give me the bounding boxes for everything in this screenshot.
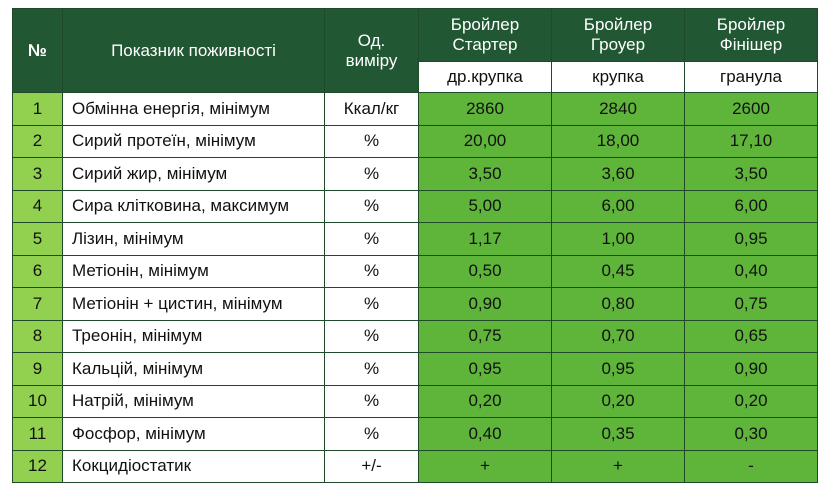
table-row — [13, 125, 818, 158]
row-unit: % — [325, 223, 419, 256]
value-starter: 0,95 — [419, 353, 552, 386]
row-unit: % — [325, 385, 419, 418]
value-finisher: 0,65 — [685, 320, 818, 353]
row-number: 5 — [13, 223, 63, 256]
row-number: 10 — [13, 385, 63, 418]
value-finisher: - — [685, 450, 818, 483]
row-number: 1 — [13, 93, 63, 126]
value-finisher: 0,95 — [685, 223, 818, 256]
row-unit: % — [325, 255, 419, 288]
row-number: 3 — [13, 158, 63, 191]
header-col-finisher — [685, 9, 818, 62]
row-indicator-name: Кальцій, мінімум — [63, 353, 325, 386]
value-finisher: 17,10 — [685, 125, 818, 158]
header-col-finisher-label — [717, 15, 785, 55]
value-starter: 20,00 — [419, 125, 552, 158]
value-finisher: 0,75 — [685, 288, 818, 321]
value-grower: 0,45 — [552, 255, 685, 288]
value-grower: 2840 — [552, 93, 685, 126]
header-unit — [325, 9, 419, 93]
row-unit: % — [325, 320, 419, 353]
value-finisher: 0,20 — [685, 385, 818, 418]
header-num-label: № — [28, 40, 47, 60]
row-number: 11 — [13, 418, 63, 451]
table-row — [13, 353, 818, 386]
table-row — [13, 190, 818, 223]
header-col-grower — [552, 9, 685, 62]
row-number: 9 — [13, 353, 63, 386]
form-finisher: гранула — [685, 62, 818, 93]
form-starter: др.крупка — [419, 62, 552, 93]
value-starter: 2860 — [419, 93, 552, 126]
row-unit: Ккал/кг — [325, 93, 419, 126]
value-grower: 6,00 — [552, 190, 685, 223]
row-number: 2 — [13, 125, 63, 158]
row-unit: % — [325, 418, 419, 451]
header-col-grower-line2: Гроуер — [590, 35, 646, 54]
header-col-starter-line2: Стартер — [452, 35, 518, 54]
value-starter: 0,75 — [419, 320, 552, 353]
row-unit: % — [325, 288, 419, 321]
table-row — [13, 288, 818, 321]
row-number: 8 — [13, 320, 63, 353]
value-grower: + — [552, 450, 685, 483]
value-starter: 5,00 — [419, 190, 552, 223]
value-starter: 0,40 — [419, 418, 552, 451]
table-row — [13, 93, 818, 126]
value-starter: 0,50 — [419, 255, 552, 288]
header-num — [13, 9, 63, 93]
value-starter: 1,17 — [419, 223, 552, 256]
value-grower: 1,00 — [552, 223, 685, 256]
value-finisher: 2600 — [685, 93, 818, 126]
table-row — [13, 158, 818, 191]
row-unit: % — [325, 158, 419, 191]
row-indicator-name: Метіонін, мінімум — [63, 255, 325, 288]
row-indicator-name: Кокцидіостатик — [63, 450, 325, 483]
table-row — [13, 320, 818, 353]
value-grower: 0,80 — [552, 288, 685, 321]
form-grower: крупка — [552, 62, 685, 93]
value-starter: 3,50 — [419, 158, 552, 191]
table-row — [13, 255, 818, 288]
row-number: 4 — [13, 190, 63, 223]
row-number: 7 — [13, 288, 63, 321]
nutrition-table — [12, 8, 818, 483]
header-col-starter — [419, 9, 552, 62]
header-col-finisher-line1: Бройлер — [716, 15, 786, 34]
table-body — [13, 93, 818, 483]
value-grower: 18,00 — [552, 125, 685, 158]
row-indicator-name: Сирий протеїн, мінімум — [63, 125, 325, 158]
header-row — [13, 9, 818, 62]
table-row — [13, 450, 818, 483]
header-col-starter-line1: Бройлер — [450, 15, 520, 34]
row-indicator-name: Лізин, мінімум — [63, 223, 325, 256]
value-starter: 0,20 — [419, 385, 552, 418]
header-unit-line2: виміру — [345, 50, 398, 70]
row-indicator-name: Обмінна енергія, мінімум — [63, 93, 325, 126]
row-unit: % — [325, 125, 419, 158]
value-starter: 0,90 — [419, 288, 552, 321]
header-name: Показник поживності — [63, 9, 325, 93]
row-number: 12 — [13, 450, 63, 483]
value-grower: 0,35 — [552, 418, 685, 451]
row-indicator-name: Фосфор, мінімум — [63, 418, 325, 451]
row-indicator-name: Метіонін + цистин, мінімум — [63, 288, 325, 321]
table-row — [13, 418, 818, 451]
row-indicator-name: Сира клітковина, максимум — [63, 190, 325, 223]
row-number: 6 — [13, 255, 63, 288]
header-col-finisher-line2: Фінішер — [719, 35, 783, 54]
row-indicator-name: Треонін, мінімум — [63, 320, 325, 353]
value-finisher: 0,30 — [685, 418, 818, 451]
table-row — [13, 385, 818, 418]
header-col-grower-label — [584, 15, 652, 55]
table-header — [13, 9, 818, 93]
table-row — [13, 223, 818, 256]
row-unit: % — [325, 353, 419, 386]
nutrition-table-wrapper — [12, 8, 817, 483]
value-finisher: 6,00 — [685, 190, 818, 223]
value-finisher: 0,40 — [685, 255, 818, 288]
value-grower: 3,60 — [552, 158, 685, 191]
value-starter: + — [419, 450, 552, 483]
row-indicator-name: Сирий жир, мінімум — [63, 158, 325, 191]
value-finisher: 0,90 — [685, 353, 818, 386]
header-unit-line1: Од. — [357, 30, 386, 50]
header-col-grower-line1: Бройлер — [583, 15, 653, 34]
row-indicator-name: Натрій, мінімум — [63, 385, 325, 418]
value-grower: 0,20 — [552, 385, 685, 418]
header-col-starter-label — [451, 15, 519, 55]
row-unit: +/- — [325, 450, 419, 483]
value-finisher: 3,50 — [685, 158, 818, 191]
value-grower: 0,95 — [552, 353, 685, 386]
row-unit: % — [325, 190, 419, 223]
header-unit-label — [346, 31, 398, 71]
value-grower: 0,70 — [552, 320, 685, 353]
